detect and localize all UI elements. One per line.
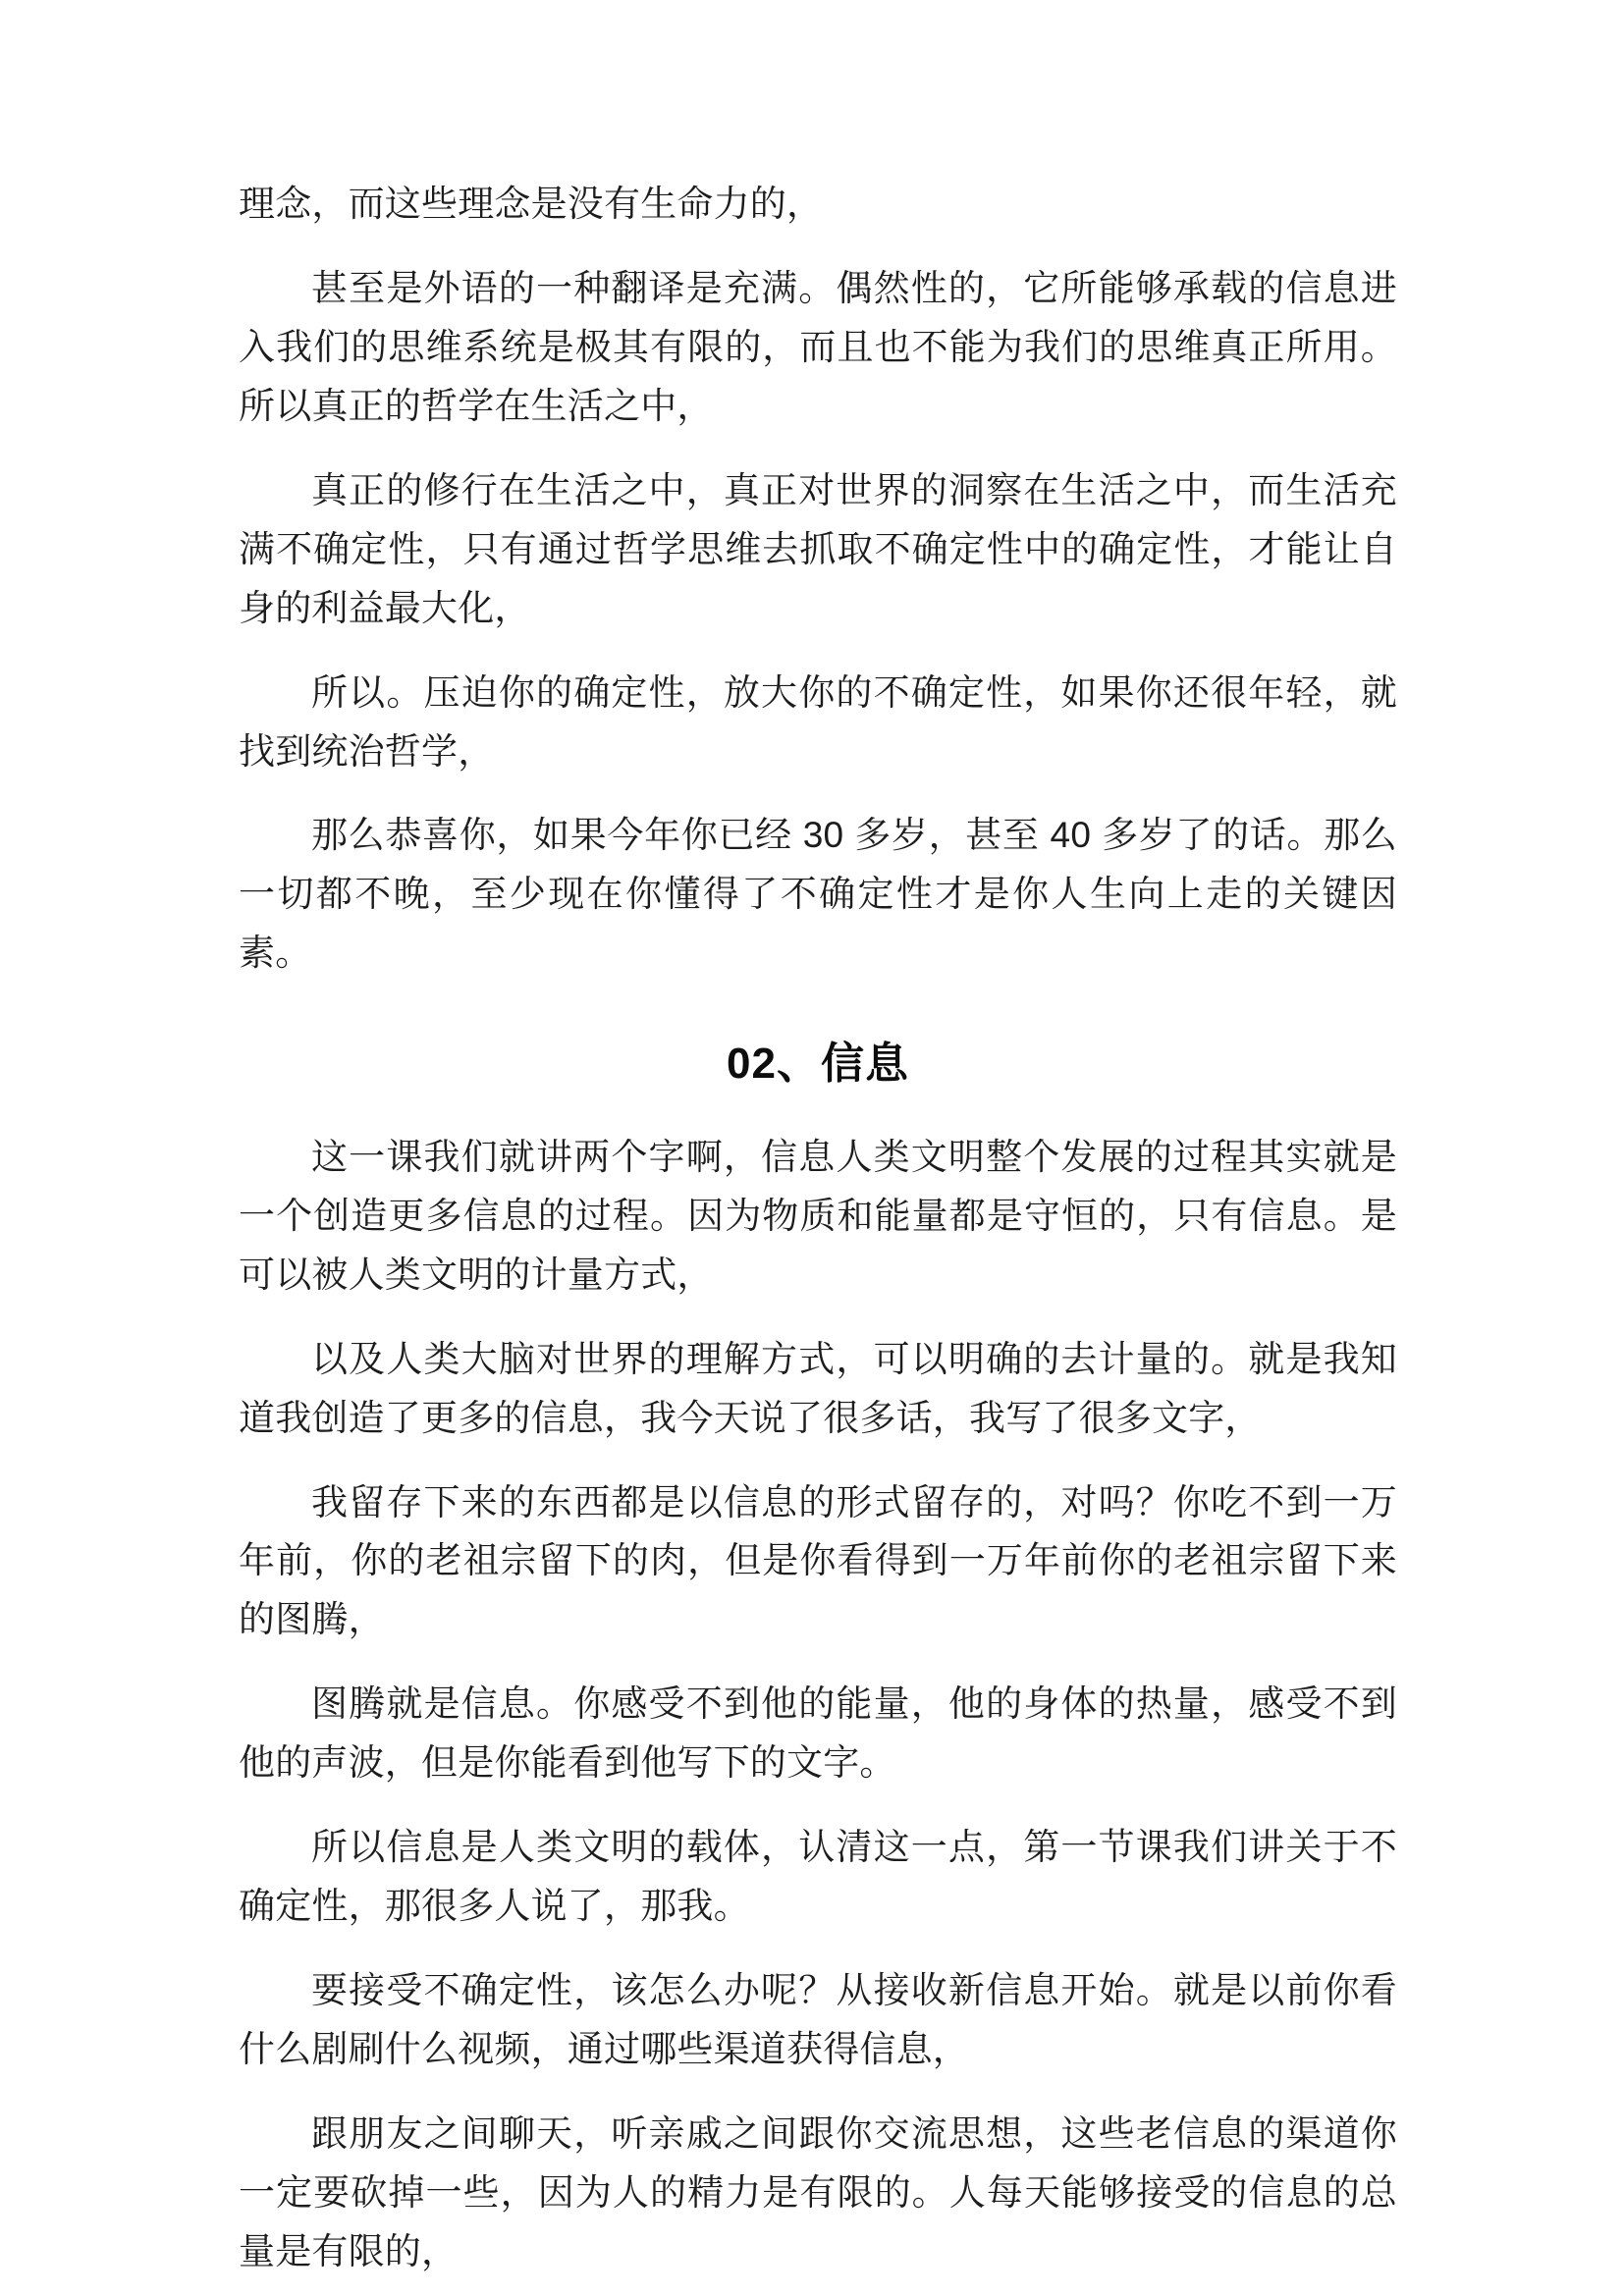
paragraph: 要接受不确定性，该怎么办呢？从接收新信息开始。就是以前你看什么剧刷什么视频，通过哪些渠道获得信息， xyxy=(239,1970,1397,2070)
paragraph: 以及人类大脑对世界的理解方式，可以明确的去计量的。就是我知道我创造了更多的信息，我今天说了很多话，我写了很多文字， xyxy=(239,1338,1397,1438)
paragraph: 理念，而这些理念是没有生命力的， xyxy=(239,184,824,224)
paragraph: 那么恭喜你，如果今年你已经 30 多岁，甚至 40 多岁了的话。那么一切都不晚，至少现在你懂得了不确定性才是你人生向上走的关键因素。 xyxy=(239,815,1397,974)
paragraph: 真正的修行在生活之中，真正对世界的洞察在生活之中，而生活充满不确定性，只有通过哲学思维去抓取不确定性中的确定性，才能让自身的利益最大化， xyxy=(239,469,1397,628)
paragraph: 所以。压迫你的确定性，放大你的不确定性，如果你还很年轻，就找到统治哲学， xyxy=(239,671,1397,772)
paragraph: 跟朋友之间聊天，听亲戚之间跟你交流思想，这些老信息的渠道你一定要砍掉一些，因为人的精力是有限的。人每天能够接受的信息的总量是有限的， xyxy=(239,2112,1397,2271)
document-body xyxy=(239,175,1397,2296)
paragraph: 甚至是外语的一种翻译是充满。偶然性的，它所能够承载的信息进入我们的思维系统是极其有限的，而且也不能为我们的思维真正所用。所以真正的哲学在生活之中， xyxy=(239,267,1397,426)
section-heading: 02、信息 xyxy=(727,1040,909,1089)
paragraph: 所以信息是人类文明的载体，认清这一点，第一节课我们讲关于不确定性，那很多人说了，那我。 xyxy=(239,1827,1397,1927)
paragraph: 我留存下来的东西都是以信息的形式留存的，对吗？你吃不到一万年前，你的老祖宗留下的肉，但是你看得到一万年前你的老祖宗留下来的图腾， xyxy=(239,1481,1397,1640)
paragraph: 图腾就是信息。你感受不到他的能量，他的身体的热量，感受不到他的声波，但是你能看到他写下的文字。 xyxy=(239,1683,1397,1784)
paragraph: 这一课我们就讲两个字啊，信息人类文明整个发展的过程其实就是一个创造更多信息的过程。因为物质和能量都是守恒的，只有信息。是可以被人类文明的计量方式， xyxy=(239,1136,1397,1295)
